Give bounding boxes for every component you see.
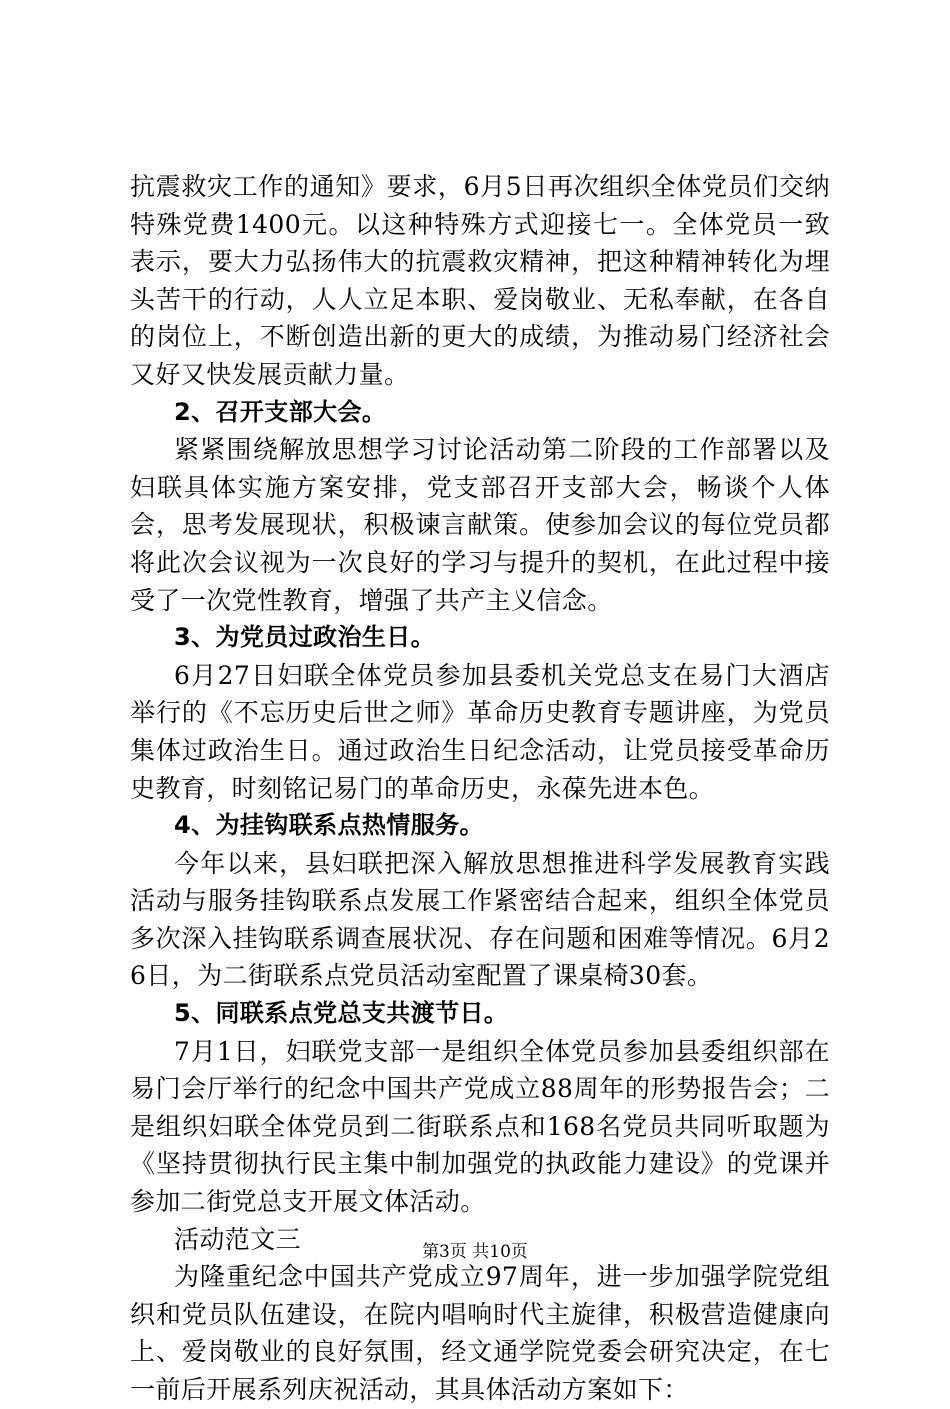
section-heading-4: 4、为挂钩联系点热情服务。 (174, 811, 484, 840)
paragraph-sample-three: 为隆重纪念中国共产党成立97周年，进一步加强学院党组织和党员队伍建设，在院内唱响时代主旋律，积极营造健康向上、爱岗敬业的良好氛围，经文通学院党委会研究决定，在七一前后开展系列庆祝活动，其具体活动方案如下： (130, 1262, 830, 1404)
paragraph-holiday: 7月1日，妇联党支部一是组织全体党员参加县委组织部在易门会厅举行的纪念中国共产党成立88周年的形势报告会；二是组织妇联全体党员到二街联系点和168名党员共同听取题为《坚持贯彻执行民主集中制加强党的执政能力建设》的党课并参加二街党总支开展文体活动。 (130, 1036, 830, 1217)
paragraph-branch-meeting: 紧紧围绕解放思想学习讨论活动第二阶段的工作部署以及妇联具体实施方案安排，党支部召开支部大会，畅谈个人体会，思考发展现状，积极谏言献策。使参加会议的每位党员都将此次会议视为一次良好的学习与提升的契机，在此过程中接受了一次党性教育，增强了共产主义信念。 (130, 435, 830, 615)
section-heading-2: 2、召开支部大会。 (174, 397, 387, 426)
document-body (130, 168, 830, 1409)
page-footer: 第3页 共10页 (422, 1242, 528, 1262)
paragraph-liaison-service: 今年以来，县妇联把深入解放思想推进科学发展教育实践活动与服务挂钩联系点发展工作紧密结合起来，组织全体党员多次深入挂钩联系调查展状况、存在问题和困难等情况。6月26日，为二街联系点党员活动室配置了课桌椅30套。 (130, 848, 830, 991)
paragraph-continuation: 抗震救灾工作的通知》要求，6月5日再次组织全体党员们交纳特殊党费1400元。以这种特殊方式迎接七一。全体党员一致表示，要大力弘扬伟大的抗震救灾精神，把这种精神转化为埋头苦干的行动，人人立足本职、爱岗敬业、无私奉献，在各自的岗位上，不断创造出新的更大的成绩，为推动易门经济社会又好又快发展贡献力量。 (130, 172, 830, 389)
section-heading-3: 3、为党员过政治生日。 (174, 623, 436, 652)
paragraph-political-birthday: 6月27日妇联全体党员参加县委机关党总支在易门大酒店举行的《不忘历史后世之师》革命历史教育专题讲座，为党员集体过政治生日。通过政治生日纪念活动，让党员接受革命历史教育，时刻铭记易门的革命历史，永葆先进本色。 (130, 660, 830, 803)
section-heading-5: 5、同联系点党总支共渡节日。 (174, 999, 509, 1028)
sample-title: 活动范文三 (174, 1224, 302, 1254)
